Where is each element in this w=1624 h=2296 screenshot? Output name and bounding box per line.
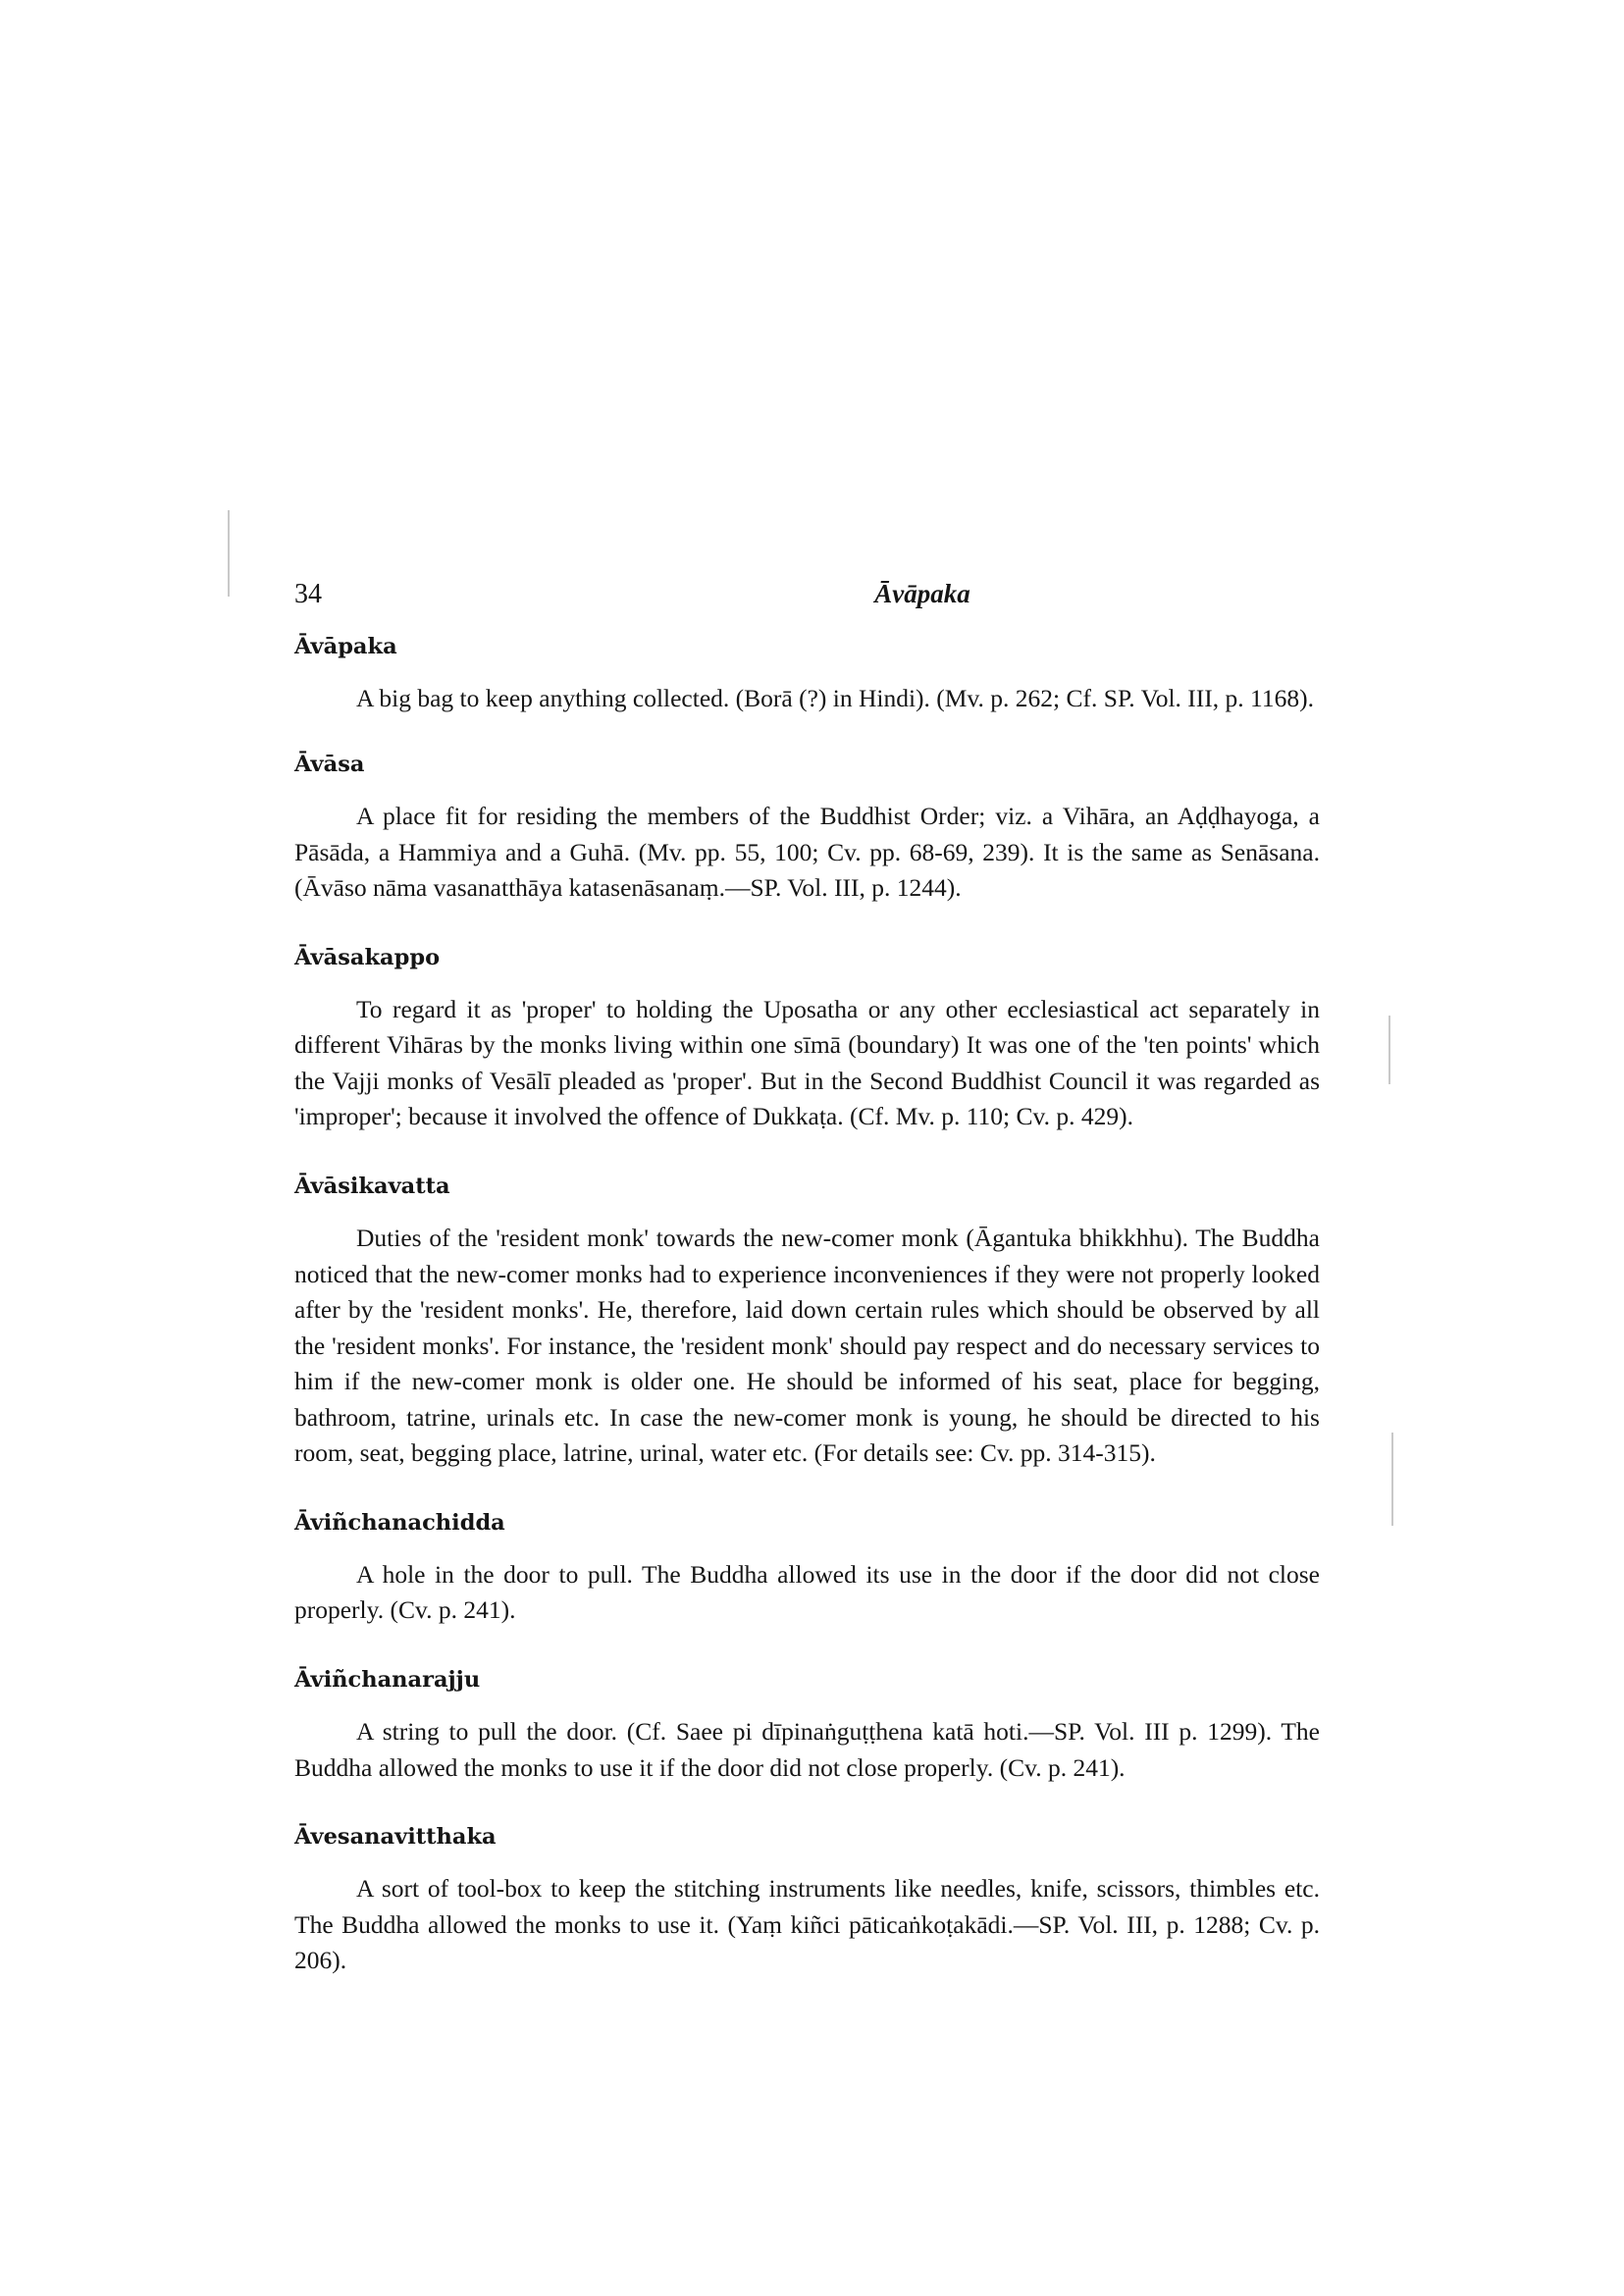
entry-definition: A sort of tool-box to keep the stitching instruments like needles, knife, scissors, thimbles etc. The Buddha allowed the monks to use it. (Yaṃ kiñci pāticaṅkoṭakādi.—SP. Vol. III, p. 1288; Cv. p. 206).	[294, 1874, 1320, 1975]
entry-headword: Āvāpaka	[294, 634, 397, 659]
page-header	[294, 579, 1393, 618]
entry-headword: Āvesanavitthaka	[294, 1824, 497, 1850]
page-number: 34	[294, 579, 322, 609]
entry-definition: A place fit for residing the members of the Buddhist Order; viz. a Vihāra, an Aḍḍhayoga, a Pāsāda, a Hammiya and a Guhā. (Mv. pp. 55, 100; Cv. pp. 68-69, 239). It is the same as Senāsana. (Āvāso nāma vasanatthāya katasenāsanaṃ.—SP. Vol. III, p. 1244).	[294, 802, 1320, 902]
entry-headword: Āvāsa	[294, 751, 365, 777]
entry	[294, 633, 1320, 717]
entry-headword: Āviñchanachidda	[294, 1509, 505, 1536]
entry-definition: Duties of the 'resident monk' towards the new-comer monk (Āgantuka bhikkhhu). The Buddha noticed that the new-comer monks had to experience inconveniences if they were not properly looked after by the 'resident monks'. He, therefore, laid down certain rules which should be observed by all the 'resident monks'. For instance, the 'resident monk' should pay respect and do necessary services to him if the new-comer monk is older one. He should be informed of his seat, place for begging, bathroom, tatrine, urinals etc. In case the new-comer monk is young, he should be directed to his room, seat, begging place, latrine, urinal, water etc. (For details see: Cv. pp. 314-315).	[294, 1224, 1320, 1467]
running-head: Āvāpaka	[874, 579, 970, 608]
entry-headword: Āvāsakappo	[294, 944, 441, 970]
entry	[294, 751, 1320, 907]
entry	[294, 1509, 1320, 1629]
entry	[294, 1666, 1320, 1786]
entry-definition: A big bag to keep anything collected. (Borā (?) in Hindi). (Mv. p. 262; Cf. SP. Vol. III, p. 1168).	[356, 684, 1314, 713]
scan-mark-right-lower	[1391, 1433, 1393, 1526]
entry-definition: A hole in the door to pull. The Buddha allowed its use in the door if the door did not close properly. (Cv. p. 241).	[294, 1559, 1320, 1625]
entry-headword: Āvāsikavatta	[294, 1173, 450, 1199]
entry-definition: A string to pull the door. (Cf. Saee pi dīpinaṅguṭṭhena katā hoti.—SP. Vol. III p. 1299). The Buddha allowed the monks to use it if the door did not close properly. (Cv. p. 241).	[294, 1717, 1320, 1782]
entry	[294, 944, 1320, 1135]
entry	[294, 1173, 1320, 1472]
entry-headword: Āviñchanarajju	[294, 1666, 481, 1693]
entry-definition: To regard it as 'proper' to holding the Uposatha or any other ecclesiastical act separately in different Vihāras by the monks living within one sīmā (boundary) It was one of the 'ten points' which the Vajji monks of Vesālī pleaded as 'proper'. But in the Second Buddhist Council it was regarded as 'improper'; because it involved the offence of Dukkaṭa. (Cf. Mv. p. 110; Cv. p. 429).	[294, 994, 1320, 1131]
entry	[294, 1823, 1320, 1979]
scan-mark-left	[228, 510, 230, 597]
scan-mark-right	[1388, 1016, 1390, 1084]
dictionary-entries	[294, 633, 1320, 2016]
